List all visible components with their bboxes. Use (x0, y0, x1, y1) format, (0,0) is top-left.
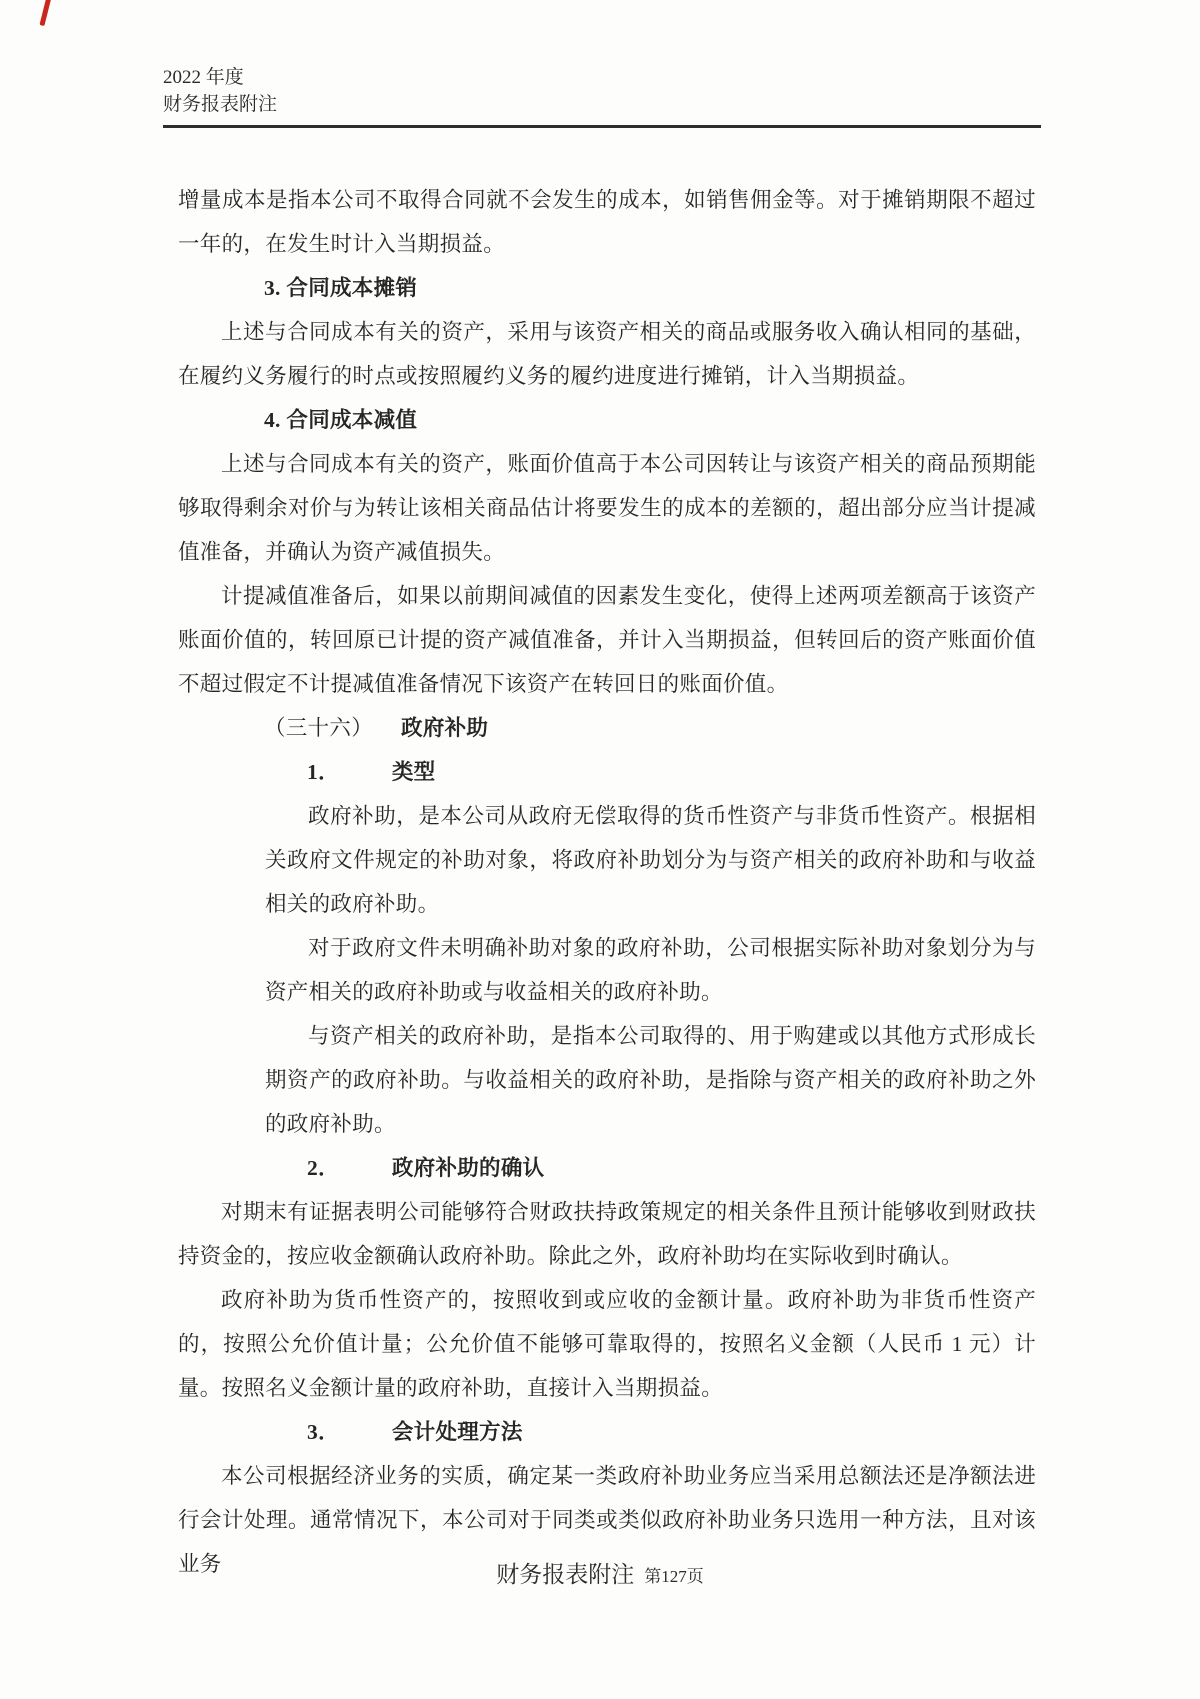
heading-title: 类型 (391, 760, 436, 784)
heading-number: 1． (307, 760, 340, 784)
paragraph-continuation: 增量成本是指本公司不取得合同就不会发生的成本，如销售佣金等。对于摊销期限不超过一年的，在发生时计入当期损益。 (178, 188, 1036, 256)
paragraph-amortization: 上述与合同成本有关的资产，采用与该资产相关的商品或服务收入确认相同的基础，在履约义务履行的时点或按照履约义务的履约进度进行摊销，计入当期损益。 (178, 320, 1036, 388)
page-footer (0, 1556, 1200, 1589)
footer-doc-title: 财务报表附注 (496, 1562, 635, 1587)
document-body (178, 178, 1036, 1586)
paragraph-type-3: 与资产相关的政府补助，是指本公司取得的、用于购建或以其他方式形成长期资产的政府补助。与收益相关的政府补助，是指除与资产相关的政府补助之外的政府补助。 (265, 1024, 1036, 1136)
heading-number: 3． (307, 1420, 340, 1444)
heading-grant-types (178, 750, 1036, 794)
section-number: （三十六） (264, 716, 374, 740)
heading-contract-cost-amortization: 3. 合同成本摊销 (264, 276, 418, 300)
paragraph-type-2: 对于政府文件未明确补助对象的政府补助，公司根据实际补助对象划分为与资产相关的政府补助或与收益相关的政府补助。 (265, 936, 1036, 1004)
footer-page-number: 第127页 (644, 1567, 704, 1586)
header-doc-line: 财务报表附注 (163, 94, 278, 115)
heading-number: 2． (307, 1156, 340, 1180)
section-title: 政府补助 (401, 716, 489, 740)
paragraph-type-1: 政府补助，是本公司从政府无偿取得的货币性资产与非货币性资产。根据相关政府文件规定的补助对象，将政府补助划分为与资产相关的政府补助和与收益相关的政府补助。 (265, 804, 1036, 916)
heading-title: 政府补助的确认 (391, 1156, 545, 1180)
heading-title: 会计处理方法 (391, 1420, 523, 1444)
header-year-line: 2022 年度 (163, 67, 244, 88)
red-corner-mark (39, 0, 51, 26)
paragraph-recognition-1: 对期末有证据表明公司能够符合财政扶持政策规定的相关条件且预计能够收到财政扶持资金的，按应收金额确认政府补助。除此之外，政府补助均在实际收到时确认。 (178, 1200, 1036, 1268)
heading-grant-recognition (178, 1146, 1036, 1190)
paragraph-impairment-1: 上述与合同成本有关的资产，账面价值高于本公司因转让与该资产相关的商品预期能够取得剩余对价与为转让该相关商品估计将要发生的成本的差额的，超出部分应当计提减值准备，并确认为资产减值损失。 (178, 452, 1036, 564)
header-rule (163, 125, 1041, 128)
heading-contract-cost-impairment: 4. 合同成本减值 (264, 408, 418, 432)
paragraph-accounting-method: 本公司根据经济业务的实质，确定某一类政府补助业务应当采用总额法还是净额法进行会计处理。通常情况下，本公司对于同类或类似政府补助业务只选用一种方法，且对该业务 (178, 1464, 1036, 1576)
paragraph-recognition-2: 政府补助为货币性资产的，按照收到或应收的金额计量。政府补助为非货币性资产的，按照公允价值计量；公允价值不能够可靠取得的，按照名义金额（人民币 1 元）计量。按照名义金额计量的政府补助，直接计入当期损益。 (178, 1288, 1036, 1400)
heading-section-36-government-grants (178, 706, 1036, 750)
grant-types-block (265, 794, 1036, 1146)
paragraph-impairment-2: 计提减值准备后，如果以前期间减值的因素发生变化，使得上述两项差额高于该资产账面价值的，转回原已计提的资产减值准备，并计入当期损益，但转回后的资产账面价值不超过假定不计提减值准备情况下该资产在转回日的账面价值。 (178, 584, 1036, 696)
page-header (163, 64, 1041, 128)
heading-accounting-method (178, 1410, 1036, 1454)
